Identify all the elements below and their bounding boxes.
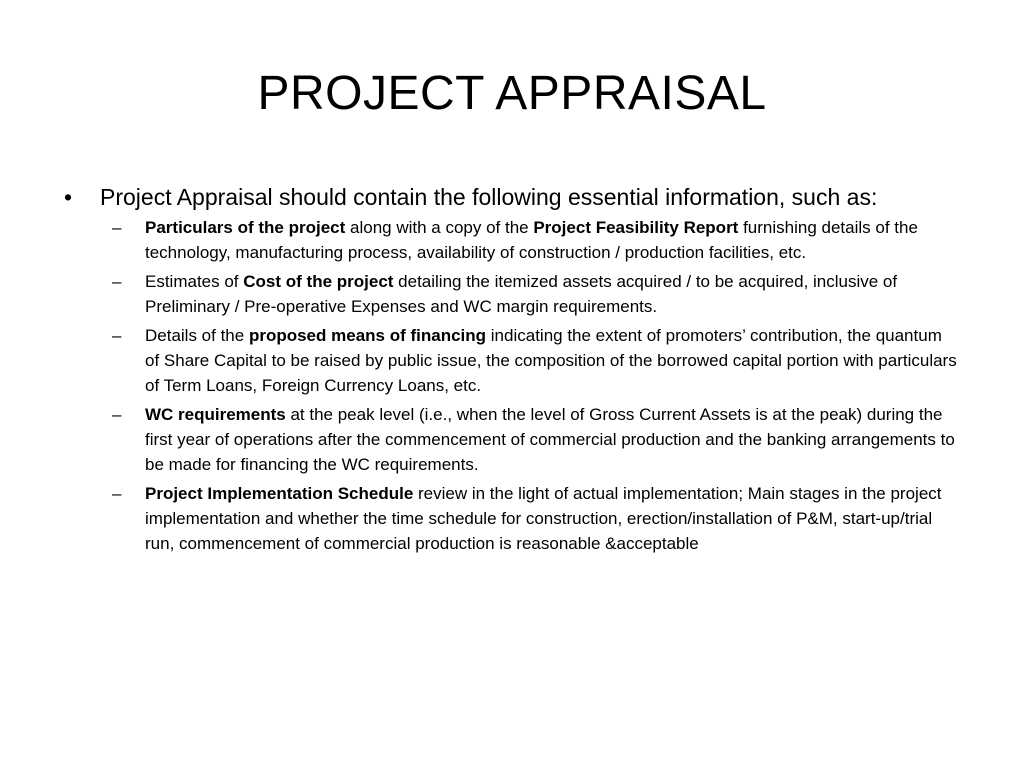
text-run: detailing the itemized assets acquired / to be acquired, inclusive of Preliminary / Pre-operative Expenses and WC margin requirements. [145, 272, 898, 316]
text-run: indicating the extent of promoters’ contribution, the quantum of Share Capital to be raised by public issue, the composition of the borrowed capital portion with particulars of Term Loans, Foreign Currency Loans, etc. [145, 326, 957, 395]
slide-body [58, 182, 958, 560]
dash-marker: – [112, 218, 122, 237]
dash-marker: – [112, 272, 122, 291]
dash-marker: – [112, 326, 122, 345]
sub-bullet-item [100, 269, 958, 319]
slide-title: PROJECT APPRAISAL [257, 67, 767, 120]
sub-bullet-text [145, 484, 942, 553]
text-run: Details of the [145, 326, 249, 345]
sub-bullet-item [100, 215, 958, 265]
sub-bullet-item [100, 402, 958, 477]
sub-bullet-text [145, 405, 955, 474]
text-run: along with a copy of the [345, 218, 534, 237]
bold-phrase: WC requirements [145, 405, 286, 424]
dash-marker: – [112, 484, 122, 503]
bold-phrase: Particulars of the project [145, 218, 346, 237]
bold-phrase: Cost of the project [243, 272, 394, 291]
text-run: Estimates of [145, 272, 244, 291]
bold-phrase: Project Feasibility Report [533, 218, 739, 237]
sub-bullet-item [100, 323, 958, 398]
dash-marker: – [112, 405, 122, 424]
text-run: at the peak level (i.e., when the level of Gross Current Assets is at the peak) during the first year of operations after the commencement of commercial production and the banking arrangements to be made for financing the WC requirements. [145, 405, 955, 474]
text-run: furnishing details of the technology, manufacturing process, availability of construction / production facilities, etc. [145, 218, 918, 262]
bullet-marker: • [63, 184, 73, 210]
intro-bullet [58, 182, 958, 213]
sub-bullet-item [100, 481, 958, 556]
sub-bullet-text [145, 272, 897, 316]
sub-bullet-list [58, 215, 958, 556]
intro-text: Project Appraisal should contain the following essential information, such as: [100, 184, 878, 210]
bold-phrase: Project Implementation Schedule [145, 484, 414, 503]
text-run: review in the light of actual implementation; Main stages in the project implementation and whether the time schedule for construction, erection/installation of P&M, start-up/trial run, commencement of commercial production is reasonable &acceptable [145, 484, 942, 553]
sub-bullet-text [145, 326, 957, 395]
sub-bullet-text [145, 218, 918, 262]
bold-phrase: proposed means of financing [248, 326, 487, 345]
